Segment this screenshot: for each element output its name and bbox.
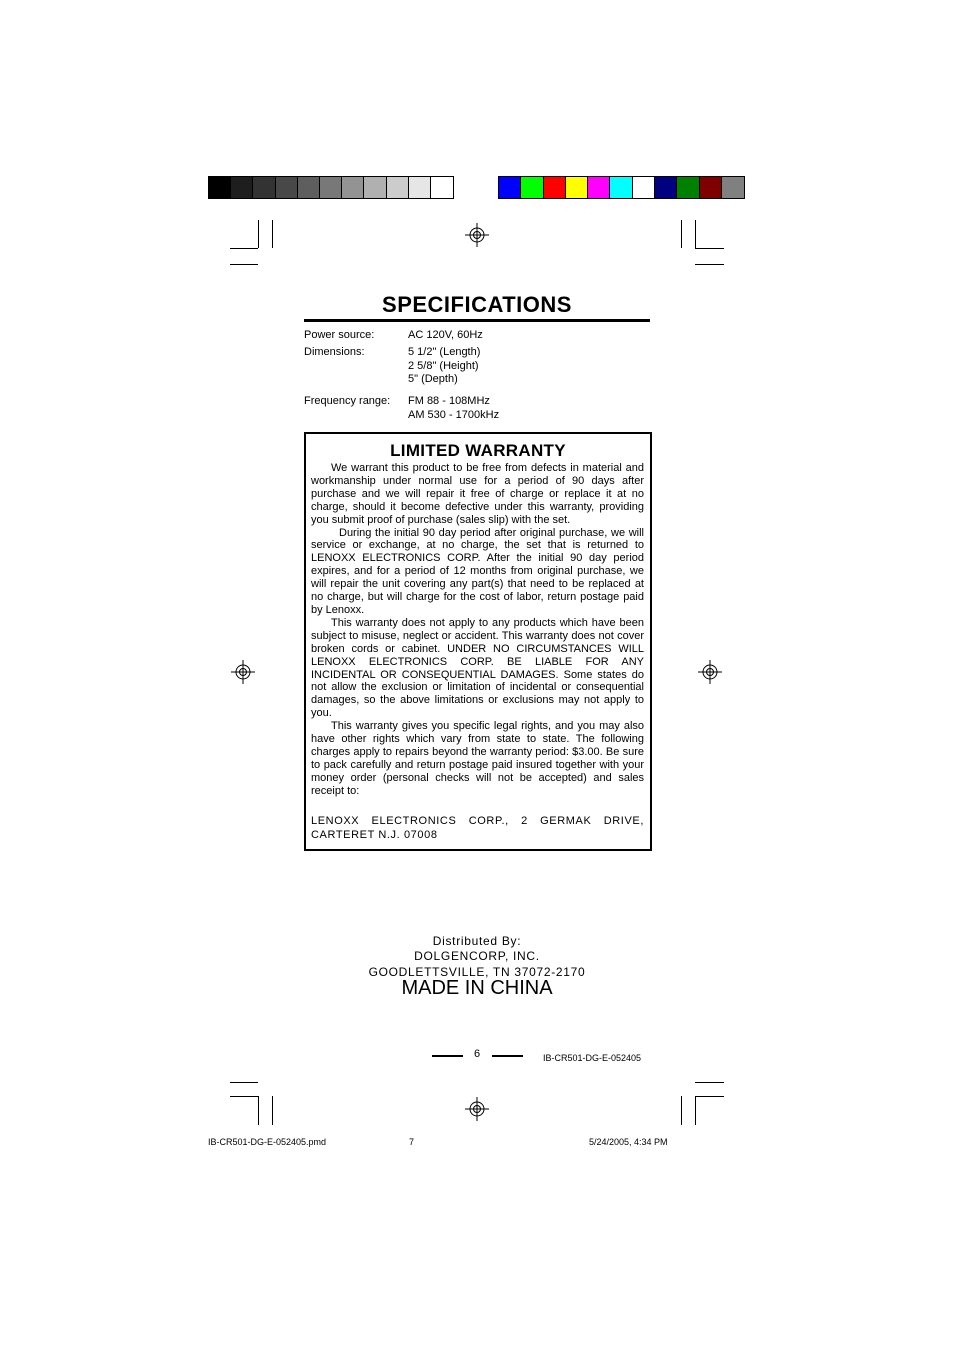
color-swatch [342,177,364,198]
color-swatch [209,177,231,198]
crop-mark [681,220,682,248]
color-swatch [655,177,677,198]
color-swatch [521,177,543,198]
color-swatch [588,177,610,198]
color-swatch [409,177,431,198]
color-swatch [700,177,722,198]
warranty-paragraph: This warranty gives you specific legal rights, and you may also have other rights which vary from state to state. The following charges apply to repairs beyond the warranty period: $3.00. Be sure to pack carefully and return postage paid insured together with your money order (personal checks will not be accepted) and sales receipt to: [311,720,644,797]
crop-mark [230,1082,258,1083]
warranty-paragraph: During the initial 90 day period after original purchase, we will service or exchange, at no charge, the set that is returned to LENOXX ELECTRONICS CORP. After the initial 90 day period expires, and for a period of 12 months from original purchase, we will repair the unit covering any part(s) that need to be replaced at no charge, but will charge for the cost of labor, return postage paid by Lenoxx. [311,526,644,616]
color-swatch [253,177,275,198]
distributor-city: GOODLETTSVILLE, TN 37072-2170 [368,965,586,979]
spec-label: Dimensions: [304,346,365,358]
footer-datetime: 5/24/2005, 4:34 PM [589,1137,668,1147]
color-swatch [566,177,588,198]
page-number-rule [492,1055,523,1057]
color-swatch [431,177,453,198]
crop-mark [695,220,696,248]
page-number-rule [432,1055,463,1057]
warranty-paragraph: This warranty does not apply to any products which have been subject to misuse, neglect or accident. This warranty does not cover broken cords or cabinet. UNDER NO CIRCUMSTANCES WILL LENOXX ELECTRONICS CORP. BE LIABLE FOR ANY INCIDENTAL OR CONSEQUENTIAL DAMAGES. Some states do not allow the exclusion or limitation of incidental or consequential damages, so the above limitations or exclusions may not apply to you. [311,616,644,720]
warranty-box [304,432,652,851]
spec-dimensions [304,346,634,388]
crop-mark [272,1096,273,1125]
spec-value: AC 120V, 60Hz [408,329,483,341]
spec-value: 5" (Depth) [408,373,458,385]
crop-mark [258,220,259,248]
color-swatch [544,177,566,198]
made-in-label: MADE IN CHINA [401,977,553,999]
crop-mark [230,264,258,265]
crop-mark [681,1096,682,1125]
crop-mark [258,1096,259,1125]
crop-mark [695,1082,724,1083]
spec-label: Power source: [304,329,375,341]
crop-mark [230,248,258,249]
spec-value: 5 1/2" (Length) [408,346,481,358]
crop-mark [695,248,724,249]
spec-value: FM 88 - 108MHz [408,395,490,407]
doc-code: IB-CR501-DG-E-052405 [543,1053,642,1063]
spec-power [304,329,634,343]
distributor-company: DOLGENCORP, INC. [414,949,540,963]
title-underline [304,319,650,322]
page-title: SPECIFICATIONS [382,292,572,317]
grayscale-bar [208,176,454,199]
footer-sheet: 7 [409,1137,415,1147]
spec-frequency [304,395,634,423]
color-swatch [364,177,386,198]
registration-mark-icon [231,660,255,684]
color-bar [498,176,745,199]
color-swatch [722,177,744,198]
page-number: 6 [473,1048,481,1060]
spec-value: AM 530 - 1700kHz [408,408,500,421]
registration-mark-icon [465,223,489,247]
color-swatch [633,177,655,198]
registration-mark-icon [465,1097,489,1121]
distributor-heading: Distributed By: [432,934,522,948]
footer-filename: IB-CR501-DG-E-052405.pmd [208,1137,327,1147]
warranty-address: LENOXX ELECTRONICS CORP., 2 GERMAK DRIVE, CARTERET N.J. 07008 [311,815,644,841]
color-swatch [387,177,409,198]
crop-mark [695,1096,696,1125]
warranty-title: LIMITED WARRANTY [390,441,566,460]
spec-label: Frequency range: [304,395,391,407]
color-swatch [499,177,521,198]
crop-mark [695,1096,724,1097]
crop-mark [230,1096,258,1097]
warranty-paragraph: We warrant this product to be free from defects in material and workmanship under normal use for a period of 90 days after purchase and we will repair it free of charge or replace it at no charge, should it become defective under this warranty, providing you submit proof of purchase (sales slip) with the set. [311,462,644,526]
color-swatch [276,177,298,198]
color-swatch [320,177,342,198]
registration-mark-icon [698,660,722,684]
color-swatch [677,177,699,198]
color-swatch [610,177,632,198]
crop-mark [695,264,724,265]
color-swatch [231,177,253,198]
spec-value: 2 5/8" (Height) [408,359,479,372]
crop-mark [272,220,273,248]
color-swatch [298,177,320,198]
warranty-body [311,462,644,798]
